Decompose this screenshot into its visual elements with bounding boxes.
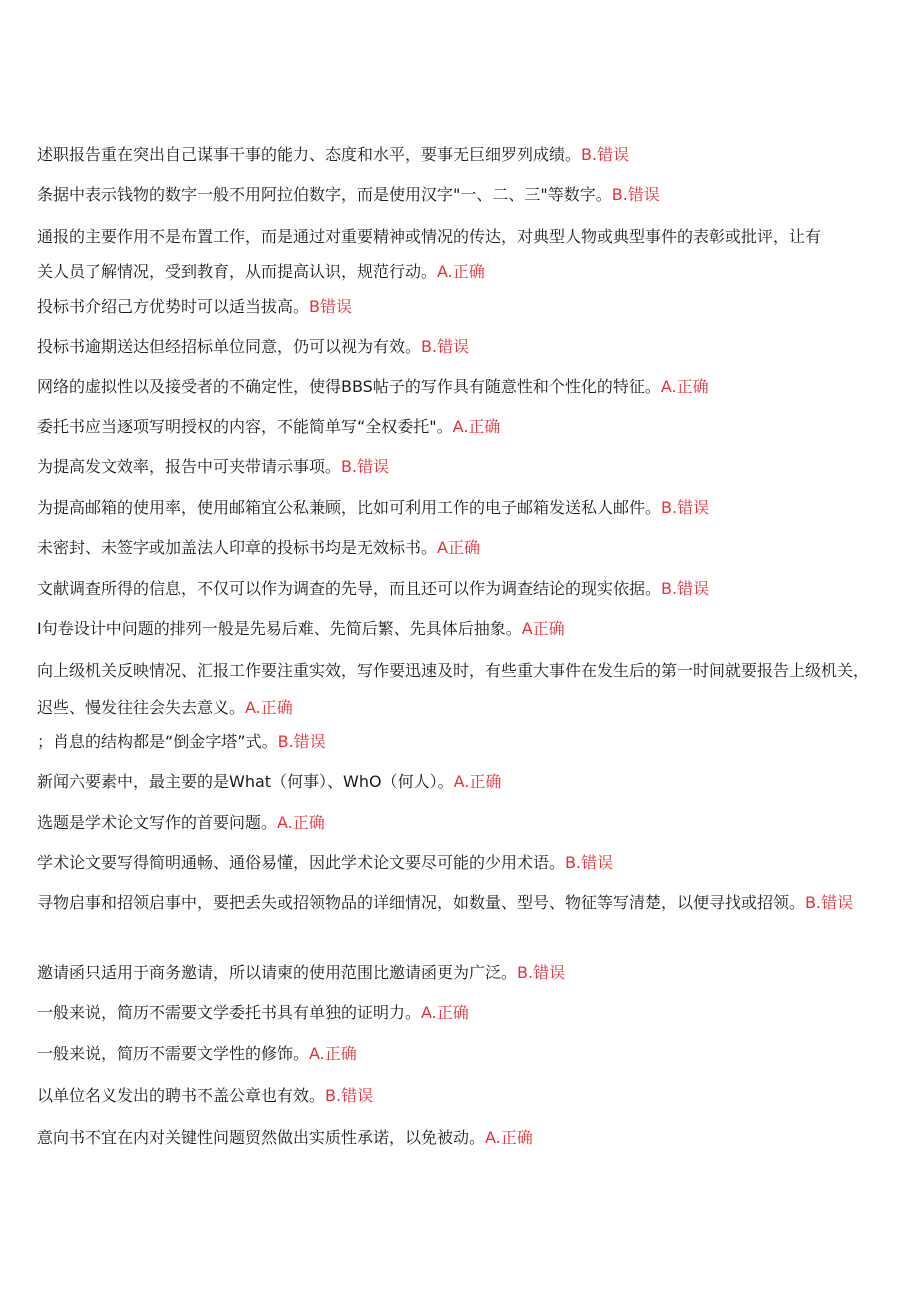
question-text: 投标书逾期送达但经招标单位同意，仍可以视为有效。 xyxy=(37,337,422,356)
question-text: 选题是学术论文写作的首要问题。 xyxy=(37,813,278,832)
answer-text: A.正确 xyxy=(452,417,501,436)
question-item xyxy=(37,219,827,289)
answer-text: B.错误 xyxy=(325,1086,374,1105)
question-text: 以单位名义发出的聘书不盖公章也有效。 xyxy=(37,1086,326,1105)
question-text: 文献调查所得的信息，不仅可以作为调查的先导，而且还可以作为调查结论的现实依据。 xyxy=(37,579,662,598)
question-text: 新闻六要素中，最主要的是What（何事）、WhO（何人）。 xyxy=(37,772,454,791)
question-item xyxy=(37,571,877,607)
question-item xyxy=(37,955,877,991)
question-item xyxy=(37,652,882,726)
question-item xyxy=(37,1078,877,1114)
answer-text: B.错误 xyxy=(805,893,854,912)
question-text: 投标书介绍己方优势时可以适当拔高。 xyxy=(37,297,310,316)
question-item xyxy=(37,329,877,365)
answer-text: B.错误 xyxy=(581,145,630,164)
answer-text: A.正确 xyxy=(485,1128,533,1147)
question-text: 网络的虚拟性以及接受者的不确定性，使得BBS帖子的写作具有随意性和个性化的特征。 xyxy=(37,377,661,396)
question-item xyxy=(37,995,877,1031)
question-text: 未密封、未签字或加盖法人印章的投标书均是无效标书。 xyxy=(37,538,438,557)
question-text: 为提高邮箱的使用率，使用邮箱宜公私兼顾，比如可利用工作的电子邮箱发送私人邮件。 xyxy=(37,498,662,517)
question-item xyxy=(37,289,877,325)
question-item xyxy=(37,1120,877,1156)
question-item xyxy=(37,885,882,920)
question-text: 述职报告重在突出自己谋事干事的能力、态度和水平，要事无巨细罗列成绩。 xyxy=(37,145,582,164)
question-item xyxy=(37,409,877,445)
answer-text: B.错误 xyxy=(565,853,614,872)
answer-text: B.错误 xyxy=(517,963,566,982)
question-item xyxy=(37,1036,877,1072)
question-item xyxy=(37,177,877,213)
answer-text: B.错误 xyxy=(277,732,326,751)
answer-text: B.错误 xyxy=(611,185,660,204)
question-item xyxy=(37,611,877,647)
question-item xyxy=(37,369,877,405)
question-text: 学术论文要写得简明通畅、通俗易懂，因此学术论文要尽可能的少用术语。 xyxy=(37,853,566,872)
question-text: 委托书应当逐项写明授权的内容，不能简单写“全权委托"。 xyxy=(37,417,453,436)
question-item xyxy=(37,805,877,841)
answer-text: A.正确 xyxy=(245,698,293,717)
question-text: 为提高发文效率，报告中可夹带请示事项。 xyxy=(37,457,342,476)
question-text: ；肖息的结构都是“倒金字塔”式。 xyxy=(37,732,278,751)
answer-text: A正确 xyxy=(521,619,565,638)
answer-text: A.正确 xyxy=(437,262,485,281)
question-text: 一般来说，简历不需要文学委托书具有单独的证明力。 xyxy=(37,1003,422,1022)
question-item xyxy=(37,530,877,566)
answer-text: B错误 xyxy=(309,297,352,316)
question-text: 寻物启事和招领启事中，要把丢失或招领物品的详细情况，如数量、型号、物征等写清楚，以便寻找或招领。 xyxy=(37,893,806,912)
question-text: I句卷设计中问题的排列一般是先易后难、先简后繁、先具体后抽象。 xyxy=(37,619,522,638)
question-text: 邀请函只适用于商务邀请，所以请柬的使用范围比邀请函更为广泛。 xyxy=(37,963,518,982)
answer-text: A.正确 xyxy=(277,813,325,832)
answer-text: B.错误 xyxy=(661,579,710,598)
answer-text: B.错误 xyxy=(341,457,390,476)
question-item xyxy=(37,845,877,881)
answer-text: A正确 xyxy=(437,538,480,557)
question-item xyxy=(37,137,877,173)
question-item xyxy=(37,764,877,800)
answer-text: A.正确 xyxy=(453,772,502,791)
answer-text: B.错误 xyxy=(421,337,470,356)
question-item xyxy=(37,449,877,485)
question-text: 向上级机关反映情况、汇报工作要注重实效，写作要迅速及时，有些重大事件在发生后的第一时间就要报告上级机关，迟些、慢发往往会失去意义。 xyxy=(37,661,870,717)
answer-text: A.正确 xyxy=(660,377,709,396)
question-item xyxy=(37,724,877,760)
question-text: 一般来说，简历不需要文学性的修饰。 xyxy=(37,1044,310,1063)
answer-text: A.正确 xyxy=(421,1003,469,1022)
question-text: 意向书不宜在内对关键性问题贸然做出实质性承诺，以免被动。 xyxy=(37,1128,486,1147)
answer-text: A.正确 xyxy=(309,1044,357,1063)
question-text: 通报的主要作用不是布置工作，而是通过对重要精神或情况的传达，对典型人物或典型事件的表彰或批评，让有关人员了解情况，受到教育，从而提高认识，规范行动。 xyxy=(37,227,822,281)
answer-text: B.错误 xyxy=(661,498,710,517)
question-item xyxy=(37,490,877,526)
question-text: 条据中表示钱物的数字一般不用阿拉伯数字，而是使用汉字"一、二、三"等数字。 xyxy=(37,185,612,204)
